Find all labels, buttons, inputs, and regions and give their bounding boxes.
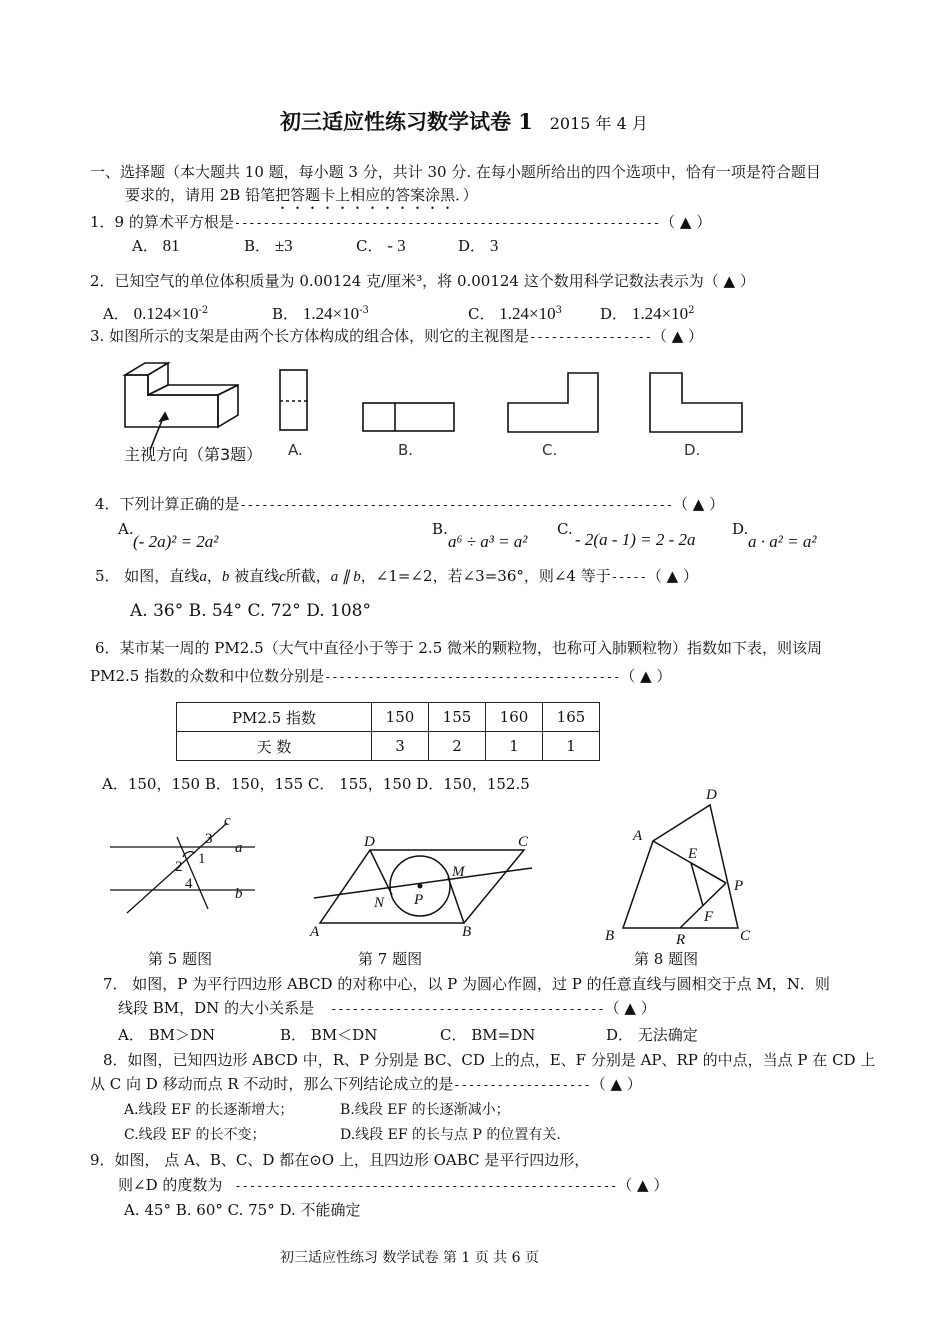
q3-label-b: B.	[398, 441, 414, 459]
table-cell: 165	[543, 703, 600, 732]
fig7-label-d: D	[364, 834, 375, 850]
q2-option-c: C． $1.24\times 10^3$	[468, 304, 562, 323]
q7-option-b: B． BM＜DN	[280, 1026, 378, 1044]
q1-option-d: D． 3	[458, 236, 499, 255]
figure-8	[598, 783, 768, 948]
question-8-line1: 8．如图，已知四边形 ABCD 中，R、P 分别是 BC、CD 上的点，E、F 分别是 AP、RP 的中点，当点 P 在 CD 上	[103, 1051, 876, 1069]
fig5-label-b: b	[235, 886, 243, 902]
q8-option-c: C.线段 EF 的长不变；	[124, 1127, 266, 1143]
q3-label-c: C.	[542, 441, 558, 459]
q4-option-c-label: C.	[557, 520, 573, 538]
table-cell: 2	[429, 732, 486, 761]
q4-option-a: (- 2a)² = 2a²	[133, 532, 219, 551]
table-cell: 1	[486, 732, 543, 761]
table-cell: 150	[372, 703, 429, 732]
q2-option-b: B． $1.24\times 10^{-3}$	[272, 304, 369, 323]
q4-option-a-label: A.	[118, 520, 134, 538]
fig7-label-c: C	[518, 834, 529, 850]
figure-5	[105, 805, 265, 915]
q6-options: A．150，150 B．150，155 C． 155，150 D．150，152.5	[102, 775, 530, 793]
question-7-line2: 线段 BM，DN 的大小关系是 --------------------------------------（ ▲ ）	[118, 999, 656, 1017]
question-5-stem: 5． 如图，直线a，b 被直线c所截，a ∥ b，∠1=∠2，若∠3=36°，则∠4 等于-----（ ▲ ）	[95, 567, 698, 585]
question-6-line1: 6．某市某一周的 PM2.5（大气中直径小于等于 2.5 微米的颗粒物，也称可入肺颗粒物）指数如下表，则该周	[95, 639, 823, 657]
q4-option-c: - 2(a - 1) = 2 - 2a	[575, 530, 696, 549]
table-cell: 1	[543, 732, 600, 761]
fig8-label-b: B	[605, 928, 615, 944]
q4-option-d: a · a² = a²	[748, 532, 817, 551]
question-2-stem: 2．已知空气的单位体积质量为 0.00124 克/厘米³，将 0.00124 这个数用科学记数法表示为（ ▲ ）	[90, 272, 755, 290]
fig8-label-f: F	[704, 909, 714, 925]
table-cell: PM2.5 指数	[177, 703, 372, 732]
q2-option-a: A． $0.124\times 10^{-2}$	[103, 304, 209, 323]
fig8-caption: 第 8 题图	[634, 950, 699, 968]
question-9-line1: 9．如图， 点 A、B、C、D 都在⊙O 上，且四边形 OABC 是平行四边形，	[90, 1151, 590, 1169]
question-1-stem: 1．9 的算术平方根是-----------------------------------------------------------（ ▲ ）	[90, 213, 712, 231]
fig8-label-c: C	[740, 928, 751, 944]
table-cell: 160	[486, 703, 543, 732]
section-instructions-line2: 要求的，请用 2B 铅笔把答题卡上相应的答案涂黑．）	[125, 186, 478, 204]
fig8-label-d: D	[706, 787, 717, 803]
table-cell: 155	[429, 703, 486, 732]
q9-options: A. 45° B. 60° C. 75° D. 不能确定	[124, 1201, 361, 1219]
q2-option-d: D． $1.24\times 10^2$	[600, 304, 695, 323]
fig5-label-1: 1	[198, 851, 206, 867]
fig7-label-m: M	[452, 864, 465, 880]
q8-option-b: B.线段 EF 的长逐渐减小；	[340, 1102, 510, 1118]
table-row	[177, 703, 600, 732]
fig5-caption: 第 5 题图	[148, 950, 213, 968]
fig8-label-p: P	[734, 878, 744, 894]
fig7-label-b: B	[462, 924, 472, 940]
pm25-table	[176, 702, 600, 761]
fig5-label-a: a	[235, 840, 243, 856]
q3-label-a: A.	[288, 441, 303, 459]
question-4-stem: 4．下列计算正确的是------------------------------------------------------------（ ▲ ）	[95, 495, 725, 513]
q7-option-c: C． BM=DN	[440, 1026, 536, 1044]
q3-figure	[110, 355, 760, 465]
table-row	[177, 732, 600, 761]
q1-option-c: C． - 3	[356, 236, 406, 255]
q1-option-b: B． ±3	[244, 236, 293, 255]
fig5-label-2: 2	[175, 859, 183, 875]
question-8-line2: 从 C 向 D 移动而点 R 不动时，那么下列结论成立的是-------------------（ ▲ ）	[90, 1075, 642, 1093]
fig5-label-4: 4	[185, 876, 193, 892]
question-9-line2: 则∠D 的度数为 -----------------------------------------------------（ ▲ ）	[118, 1176, 669, 1194]
q7-option-d: D． 无法确定	[606, 1026, 698, 1044]
q4-option-b: a⁶ ÷ a³ = a²	[448, 532, 528, 551]
q8-option-d: D.线段 EF 的长与点 P 的位置有关.	[340, 1127, 561, 1143]
figure-7	[302, 830, 542, 940]
q5-options: A. 36° B. 54° C. 72° D. 108°	[130, 601, 371, 621]
section-instructions-line1: 一、选择题（本大题共 10 题，每小题 3 分，共计 30 分. 在每小题所给出的四个选项中，恰有一项是符合题目	[90, 163, 821, 181]
table-cell: 3	[372, 732, 429, 761]
question-6-line2: PM2.5 指数的众数和中位数分别是-----------------------------------------（ ▲ ）	[90, 667, 672, 685]
q4-option-d-label: D.	[732, 520, 749, 538]
fig8-label-e: E	[688, 846, 698, 862]
table-cell: 天 数	[177, 732, 372, 761]
fig7-label-a: A	[310, 924, 320, 940]
question-3-stem: 3. 如图所示的支架是由两个长方体构成的组合体，则它的主视图是-----------------（ ▲ ）	[90, 327, 703, 345]
q4-option-b-label: B.	[432, 520, 448, 538]
fig7-label-n: N	[374, 895, 385, 911]
page-footer: 初三适应性练习 数学试卷 第 1 页 共 6 页	[280, 1250, 539, 1266]
q8-option-a: A.线段 EF 的长逐渐增大；	[124, 1102, 294, 1118]
fig7-label-p: P	[414, 892, 424, 908]
q3-caption: 主视方向（第3题）	[124, 445, 263, 464]
q1-option-a: A． 81	[132, 236, 180, 255]
exam-title: 初三适应性练习数学试卷 1 2015 年 4 月	[280, 109, 648, 134]
fig5-label-c: c	[224, 813, 231, 829]
fig5-label-3: 3	[205, 831, 213, 847]
fig8-label-r: R	[676, 932, 686, 948]
fig8-label-a: A	[633, 828, 643, 844]
q3-label-d: D.	[684, 441, 701, 459]
q7-option-a: A． BM＞DN	[118, 1026, 216, 1044]
question-7-line1: 7． 如图，P 为平行四边形 ABCD 的对称中心，以 P 为圆心作圆，过 P 的任意直线与圆相交于点 M，N．则	[103, 975, 830, 993]
fig7-caption: 第 7 题图	[358, 950, 423, 968]
